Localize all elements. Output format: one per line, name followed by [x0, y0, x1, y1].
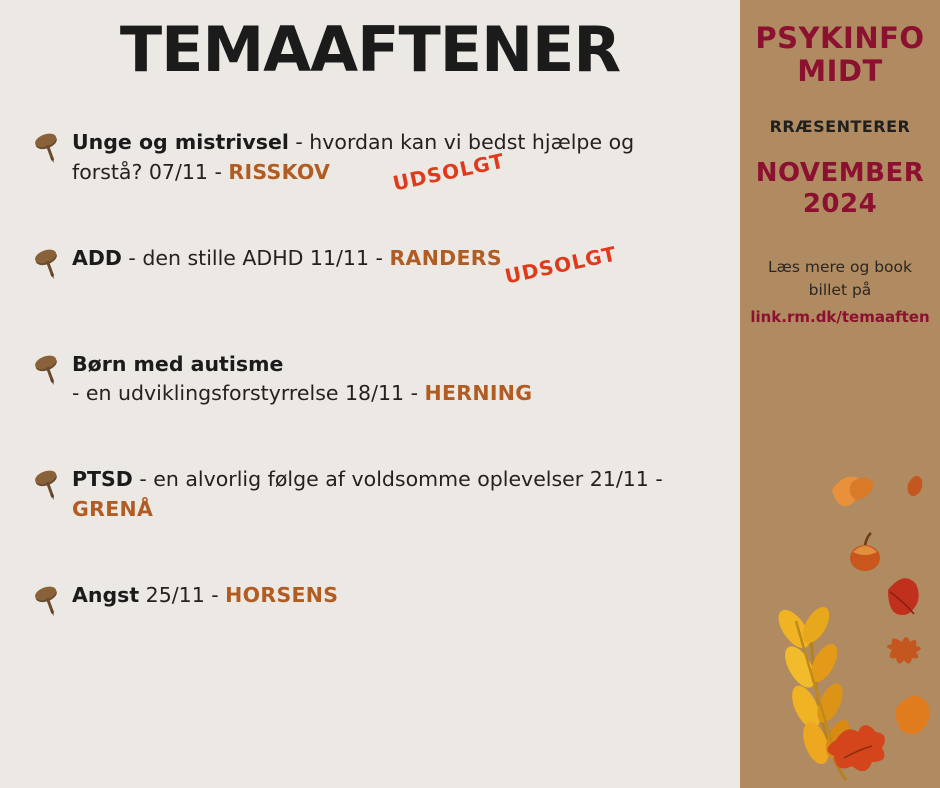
booking-link[interactable]: link.rm.dk/temaaften: [750, 307, 930, 326]
booking-info: [740, 256, 940, 328]
leaf-icon-8: [827, 725, 884, 771]
status-badge: UDSOLGT: [390, 148, 507, 196]
event-description: - en udviklingsforstyrrelse 18/11 -: [72, 381, 425, 406]
month-label: [740, 158, 940, 220]
poster-sidebar: [740, 0, 940, 788]
event-text: [72, 463, 710, 524]
leaf-icon-4: [888, 578, 919, 615]
list-item: [28, 348, 710, 409]
event-text: [72, 126, 710, 196]
list-item: [28, 242, 710, 294]
event-title: Angst: [72, 582, 140, 607]
event-list: [0, 126, 740, 630]
event-title: PTSD: [72, 467, 133, 492]
pushpin-icon: [28, 581, 68, 619]
leaf-icon-3: [850, 533, 880, 571]
event-description: - hvordan kan vi bedst hjælpe og forstå? 07/11 -: [72, 130, 635, 184]
event-text: [72, 579, 338, 611]
event-place: RISSKOV: [228, 159, 331, 184]
event-title: Børn med autisme: [72, 351, 284, 376]
event-title: ADD: [72, 245, 122, 270]
brand-line-1: PSYKINFO: [755, 21, 925, 55]
list-item: [28, 579, 710, 631]
page-title: TEMAAFTENER: [119, 13, 621, 86]
event-place: GRENÅ: [72, 496, 154, 521]
leaf-icon-2: [908, 476, 923, 496]
leaf-icon-1: [832, 477, 874, 507]
event-place: HORSENS: [225, 582, 339, 607]
pushpin-icon: [28, 244, 68, 282]
event-place: RANDERS: [389, 245, 502, 270]
event-description: - en alvorlig følge af voldsomme oplevelser 21/11 -: [132, 467, 663, 492]
brand-line-2: MIDT: [797, 54, 883, 89]
event-text: [72, 348, 532, 409]
status-badge: UDSOLGT: [502, 241, 619, 289]
pushpin-icon: [28, 465, 68, 503]
presenter-label: RRÆSENTERER: [769, 116, 911, 136]
event-description: - den stille ADHD 11/11 -: [121, 245, 390, 270]
brand-name: [740, 22, 940, 89]
leaf-icon-7: [896, 696, 930, 734]
month-name: NOVEMBER: [755, 157, 925, 188]
pushpin-icon: [28, 128, 68, 166]
month-year: 2024: [802, 188, 878, 219]
leaf-icon-6: [887, 637, 921, 664]
autumn-leaves-decoration: [740, 440, 940, 788]
event-title: Unge og mistrivsel: [72, 130, 289, 155]
event-description: 25/11 -: [139, 582, 226, 607]
pushpin-icon: [28, 350, 68, 388]
leaf-icon-5: [772, 603, 854, 780]
event-place: HERNING: [424, 381, 533, 406]
booking-text: Læs mere og book billet på: [767, 258, 913, 300]
list-item: [28, 126, 710, 196]
event-text: [72, 241, 619, 289]
list-item: [28, 463, 710, 524]
